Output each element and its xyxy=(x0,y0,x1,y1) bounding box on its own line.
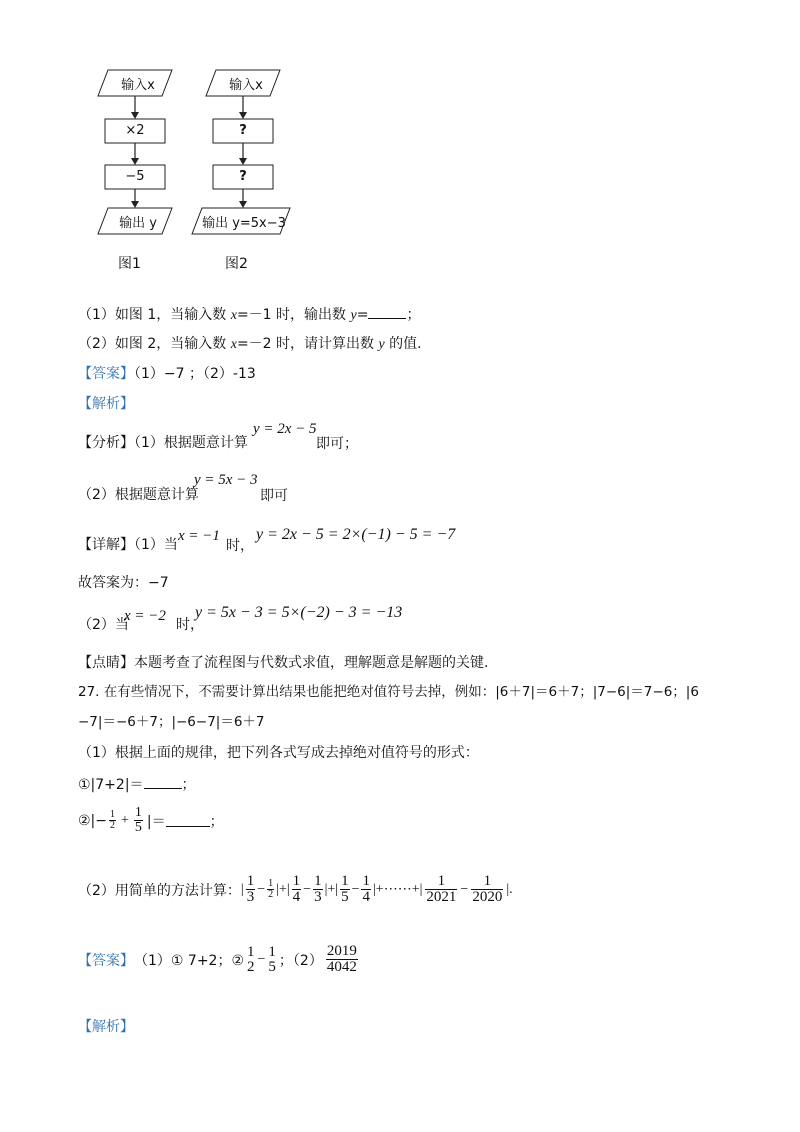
fenxi-line2-prefix: （2）根据题意计算 xyxy=(78,487,199,503)
answer2-mid: ；（2） xyxy=(278,952,323,969)
q26-p1-blank xyxy=(368,306,406,319)
fenxi-line1 xyxy=(78,432,248,452)
q27-line2: −7|＝−6＋7；|−6−7|＝6＋7 xyxy=(78,714,265,730)
q26-p2-prefix: （2）如图 2，当输入数 xyxy=(78,336,231,352)
frac-den: 5 xyxy=(134,820,142,835)
frac-den: 2021 xyxy=(426,889,457,905)
xiangjie-line2: 故答案为：−7 xyxy=(78,575,169,591)
frac-num: 1 xyxy=(483,873,492,889)
frac-den: 5 xyxy=(268,958,276,975)
frac-den: 3 xyxy=(246,889,255,905)
frac-num: 1 xyxy=(362,873,370,889)
dianjing-tag: 【点睛】 xyxy=(78,655,134,671)
xiangjie-line3-cond: x = −2 xyxy=(124,608,166,624)
frac-num: 1 xyxy=(246,873,255,889)
fenxi-line2-formula: y = 5x − 3 xyxy=(194,472,258,488)
sum-frac-1-3 xyxy=(246,874,256,905)
answer1-tag: 【答案】 xyxy=(78,366,134,382)
sum-frac-1-4b xyxy=(361,874,371,905)
analysis-tag-2: 【解析】 xyxy=(78,1019,134,1035)
sum-frac-1-5 xyxy=(340,874,350,905)
q26-part2 xyxy=(78,333,422,353)
q26-p1-tail: ； xyxy=(406,307,421,323)
answer2-frac-1-5 xyxy=(267,945,277,975)
frac-num: 2019 xyxy=(326,943,357,959)
q27-item2-eq: |＝ xyxy=(146,813,166,830)
q26-p1-prefix: （1）如图 1，当输入数 xyxy=(78,307,231,323)
flow2-arrowhead-3 xyxy=(239,201,247,208)
answer2-frac-2019-4042 xyxy=(326,944,358,975)
xiangjie-line1-mid: 时， xyxy=(226,538,254,554)
dianjing xyxy=(78,652,488,672)
frac-den: 4 xyxy=(362,889,370,905)
q27-item2-prefix: ②|− xyxy=(78,812,107,829)
fenxi-line1-prefix: （1）根据题意计算 xyxy=(134,435,248,451)
fenxi-line1-formula: y = 2x − 5 xyxy=(253,421,317,437)
flow1-arrowhead-3 xyxy=(131,201,139,208)
flow1-caption: 图1 xyxy=(118,256,141,272)
xiangjie-line1-cond: x = −1 xyxy=(178,528,220,544)
sum-frac-1-2 xyxy=(267,879,274,900)
sum-frac-1-2020 xyxy=(471,874,503,905)
xiangjie-tag: 【详解】 xyxy=(78,537,134,553)
frac-den: 2 xyxy=(268,889,274,900)
flow2-input-label: 输入x xyxy=(229,78,263,93)
q27-line1: 27. 在有些情况下，不需要计算出结果也能把绝对值符号去掉，例如：|6＋7|＝6＋7；|7−6|＝7−6；|6 xyxy=(78,684,699,700)
frac-num: 1 xyxy=(247,943,255,960)
frac-num: 1 xyxy=(268,943,276,960)
frac-den: 2 xyxy=(110,820,115,831)
frac-den: 4042 xyxy=(326,959,357,975)
xiangjie-line3-prefix: （2）当 xyxy=(78,617,129,633)
q27-sub2: （2）用简单的方法计算： | $\frac{1}{3}$ − $\frac{1}{2}$ |+| $\frac{1}{4}$ − $\frac{1}{3}$ |+| $\frac{1}{5}$ − $\frac{1}{4}$ | +⋯⋯+ | $\frac{1}{2021}$ − $\frac{1}{2020}$ | . xyxy=(78,873,513,905)
q26-p1-mid: =－1 时，输出数 xyxy=(236,307,351,323)
frac-num: 1 xyxy=(134,805,142,820)
dianjing-text: 本题考查了流程图与代数式求值，理解题意是解题的关键. xyxy=(134,655,489,671)
q27-sub2-prefix: （2）用简单的方法计算： xyxy=(78,882,241,899)
frac-den: 4 xyxy=(292,889,301,905)
sum-frac-1-4 xyxy=(292,874,302,905)
answer2: 【答案】 （1）① 7+2；② 1 2 − 1 5 ；（2） $\frac{2019}{4042}$ xyxy=(78,943,357,975)
xiangjie-line1-formula: y = 2x − 5 = 2×(−1) − 5 = −7 xyxy=(256,526,456,543)
answer2-tag: 【答案】 xyxy=(78,952,134,969)
sum-frac-1-3b xyxy=(313,874,323,905)
q26-p1-var-y: y xyxy=(350,308,357,323)
analysis-tag-1: 【解析】 xyxy=(78,396,134,412)
flow1-step1-label: ×2 xyxy=(125,123,145,138)
flow1-arrowhead-2 xyxy=(131,158,139,165)
sum-ellipsis: +⋯⋯+ xyxy=(375,882,420,897)
q26-p1-equals: = xyxy=(356,307,369,323)
answer1-text: （1）−7 ；（2）-13 xyxy=(134,366,256,382)
xiangjie-line1-prefix: （1）当 xyxy=(134,537,178,553)
flow2-step1-label: ? xyxy=(239,123,247,138)
q27-item1-end: ； xyxy=(181,777,196,793)
q26-p2-end: 的值. xyxy=(384,336,422,352)
q27-sub1: （1）根据上面的规律，把下列各式写成去掉绝对值符号的形式： xyxy=(78,745,479,761)
xiangjie-line3-formula: y = 5x − 3 = 5×(−2) − 3 = −13 xyxy=(195,604,403,621)
q26-p1-var-x: x xyxy=(230,308,237,323)
answer1 xyxy=(78,363,256,383)
frac-num: 1 xyxy=(341,873,349,889)
xiangjie-line1 xyxy=(78,534,178,554)
flow2-arrowhead-1 xyxy=(239,112,247,119)
q26-p2-mid: =－2 时，请计算出数 xyxy=(236,336,379,352)
flow1-step2-label: −5 xyxy=(125,169,145,184)
xiangjie-line3-mid: 时， xyxy=(176,617,204,633)
q27-item1 xyxy=(78,774,196,794)
frac-num: 1 xyxy=(110,809,115,820)
fenxi-tag: 【分析】 xyxy=(78,435,134,451)
sum-frac-1-2021 xyxy=(425,874,457,905)
q27-item1-blank xyxy=(144,776,182,789)
flow2-caption: 图2 xyxy=(225,256,248,272)
flow1-input-label: 输入x xyxy=(121,78,155,93)
frac-den: 2020 xyxy=(472,889,503,905)
q26-p2-var-x: x xyxy=(230,337,237,352)
q27-item2-end: ； xyxy=(209,813,224,830)
q27-item2-frac-fifth xyxy=(134,806,143,835)
flow1-arrowhead-1 xyxy=(131,112,139,119)
q27-item1-text: ①|7+2|＝ xyxy=(78,777,144,793)
flow2-step2-label: ? xyxy=(239,169,247,184)
frac-den: 5 xyxy=(341,889,349,905)
frac-num: 1 xyxy=(314,873,322,889)
answer2-prefix: （1）① 7+2；② xyxy=(134,952,245,969)
flow2-arrowhead-2 xyxy=(239,158,247,165)
frac-den: 2 xyxy=(247,958,255,975)
frac-den: 3 xyxy=(314,889,322,905)
fenxi-line1-suffix: 即可； xyxy=(316,436,358,452)
q27-item2-frac-half xyxy=(109,810,116,831)
sum-period: . xyxy=(509,881,513,897)
q26-part1 xyxy=(78,304,420,324)
q27-item2-blank xyxy=(166,814,210,827)
flow2-output-label: 输出 y=5x−3 xyxy=(202,216,286,231)
flow1-output-label: 输出 y xyxy=(119,216,157,231)
frac-num: 1 xyxy=(268,878,274,889)
q27-item2: ②|− $\frac{1}{2}$ + $\frac{1}{5}$ |＝ ； xyxy=(78,805,224,835)
q26-p2-var-y: y xyxy=(378,337,385,352)
answer2-frac-1-2 xyxy=(246,945,256,975)
frac-num: 1 xyxy=(292,873,301,889)
fenxi-line2-suffix: 即可 xyxy=(260,488,288,504)
frac-num: 1 xyxy=(437,873,446,889)
